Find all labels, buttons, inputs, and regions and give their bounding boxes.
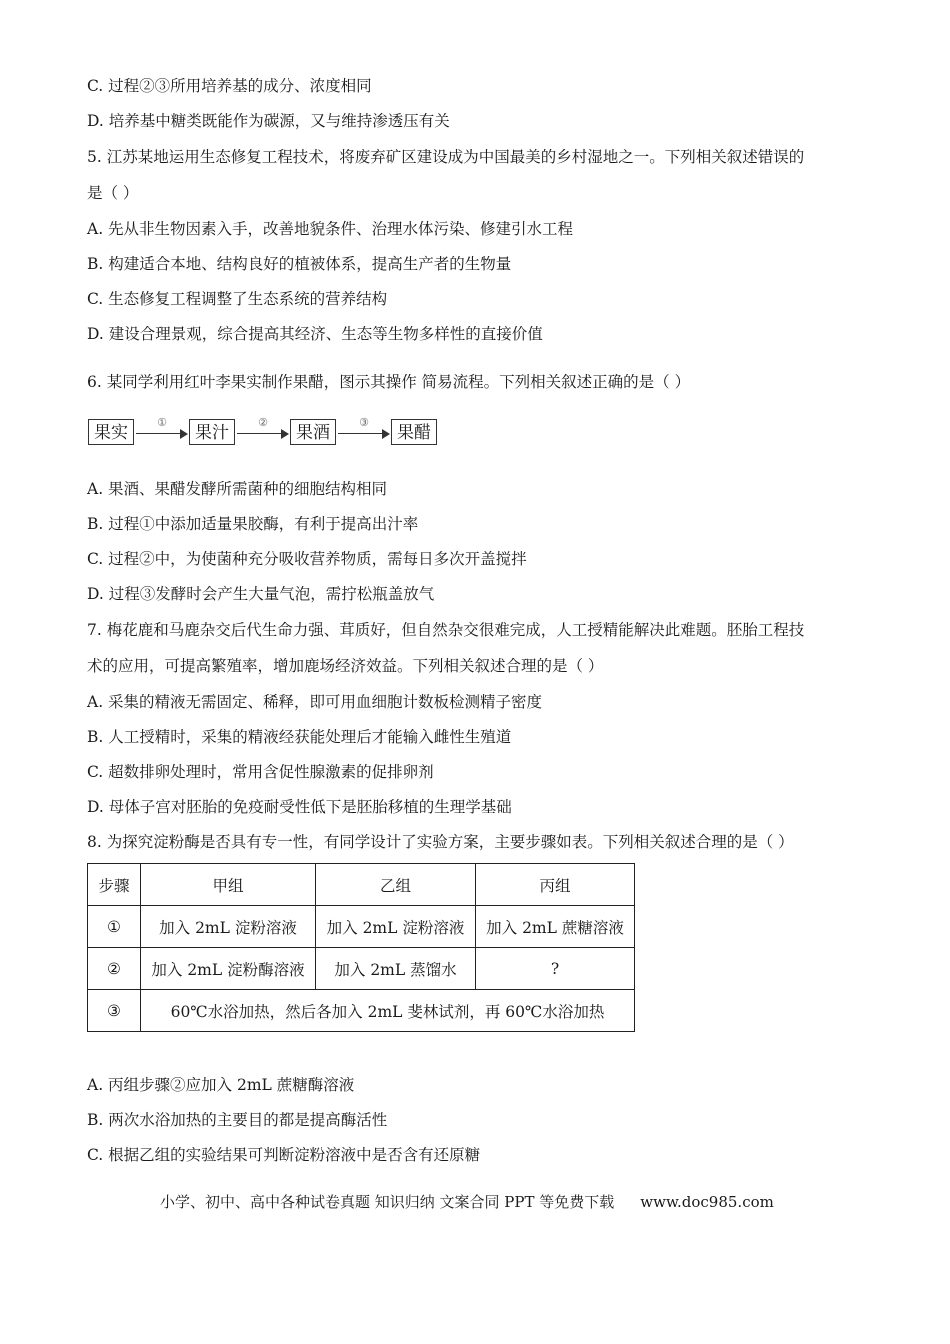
table-header-cell: 甲组 (141, 864, 316, 906)
q4-option-d: D. 培养基中糖类既能作为碳源，又与维持渗透压有关 (87, 112, 450, 130)
table-header-cell: 丙组 (476, 864, 635, 906)
table-header-cell: 步骤 (88, 864, 141, 906)
q7-option-a: A. 采集的精液无需固定、稀释，即可用血细胞计数板检测精子密度 (87, 693, 543, 711)
flow-node-wine: 果酒 (290, 419, 336, 445)
table-header-row (88, 864, 635, 906)
q7-option-c: C. 超数排卵处理时，常用含促性腺激素的促排卵剂 (87, 763, 434, 781)
flow-arrow-2 (237, 416, 289, 447)
q5-option-d: D. 建设合理景观，综合提高其经济、生态等生物多样性的直接价值 (87, 325, 543, 343)
flow-node-fruit: 果实 (88, 419, 134, 445)
q5-stem-line2: 是（ ） (87, 184, 139, 202)
footer-text: 小学、初中、高中各种试卷真题 知识归纳 文案合同 PPT 等免费下载 (160, 1193, 615, 1211)
q7-stem-line1: 7. 梅花鹿和马鹿杂交后代生命力强、茸质好，但自然杂交很难完成，人工授精能解决此难题。胚胎工程技 (87, 621, 805, 639)
q6-option-c: C. 过程②中，为使菌种充分吸收营养物质，需每日多次开盖搅拌 (87, 550, 527, 568)
flow-arrow-3 (338, 416, 390, 447)
table-cell-merged: 60℃水浴加热，然后各加入 2mL 斐林试剂，再 60℃水浴加热 (141, 990, 635, 1032)
q5-option-a: A. 先从非生物因素入手，改善地貌条件、治理水体污染、修建引水工程 (87, 220, 574, 238)
page-footer (160, 1191, 774, 1212)
q7-option-b: B. 人工授精时，采集的精液经获能处理后才能输入雌性生殖道 (87, 728, 512, 746)
arrow-right-icon (382, 429, 390, 439)
table-cell: ? (476, 948, 635, 990)
table-cell: ② (88, 948, 141, 990)
q7-option-d: D. 母体子宫对胚胎的免疫耐受性低下是胚胎移植的生理学基础 (87, 798, 512, 816)
flow-node-juice: 果汁 (189, 419, 235, 445)
table-cell: 加入 2mL 蔗糖溶液 (476, 906, 635, 948)
footer-site-link[interactable]: www.doc985.com (640, 1193, 774, 1211)
table-cell: ③ (88, 990, 141, 1032)
q6-stem: 6. 某同学利用红叶李果实制作果醋，图示其操作 简易流程。下列相关叙述正确的是（ ） (87, 373, 691, 391)
table-row (88, 990, 635, 1032)
table-cell: 加入 2mL 淀粉酶溶液 (141, 948, 316, 990)
flow-step-1-label: ① (157, 416, 167, 429)
flow-arrow-1 (136, 416, 188, 447)
q6-option-b: B. 过程①中添加适量果胶酶，有利于提高出汁率 (87, 515, 419, 533)
arrow-right-icon (281, 429, 289, 439)
table-row (88, 906, 635, 948)
q5-option-b: B. 构建适合本地、结构良好的植被体系，提高生产者的生物量 (87, 255, 512, 273)
q5-option-c: C. 生态修复工程调整了生态系统的营养结构 (87, 290, 388, 308)
table-cell: 加入 2mL 淀粉溶液 (141, 906, 316, 948)
q6-option-d: D. 过程③发酵时会产生大量气泡，需拧松瓶盖放气 (87, 585, 435, 603)
flow-step-3-label: ③ (359, 416, 369, 429)
table-header-cell: 乙组 (316, 864, 476, 906)
q8-option-c: C. 根据乙组的实验结果可判断淀粉溶液中是否含有还原糖 (87, 1146, 481, 1164)
arrow-right-icon (180, 429, 188, 439)
q8-stem: 8. 为探究淀粉酶是否具有专一性，有同学设计了实验方案，主要步骤如表。下列相关叙述合理的是（ ） (87, 833, 794, 851)
flow-step-2-label: ② (258, 416, 268, 429)
q8-option-b: B. 两次水浴加热的主要目的都是提高酶活性 (87, 1111, 388, 1129)
q6-option-a: A. 果酒、果醋发酵所需菌种的细胞结构相同 (87, 480, 388, 498)
q8-option-a: A. 丙组步骤②应加入 2mL 蔗糖酶溶液 (87, 1076, 355, 1094)
flow-node-vinegar: 果醋 (391, 419, 437, 445)
table-cell: 加入 2mL 蒸馏水 (316, 948, 476, 990)
table-cell: 加入 2mL 淀粉溶液 (316, 906, 476, 948)
experiment-table (87, 863, 635, 1032)
q5-stem-line1: 5. 江苏某地运用生态修复工程技术，将废弃矿区建设成为中国最美的乡村湿地之一。下列相关叙述错误的 (87, 148, 805, 166)
q7-stem-line2: 术的应用，可提高繁殖率，增加鹿场经济效益。下列相关叙述合理的是（ ） (87, 657, 604, 675)
table-cell: ① (88, 906, 141, 948)
table-row (88, 948, 635, 990)
q4-option-c: C. 过程②③所用培养基的成分、浓度相同 (87, 77, 372, 95)
